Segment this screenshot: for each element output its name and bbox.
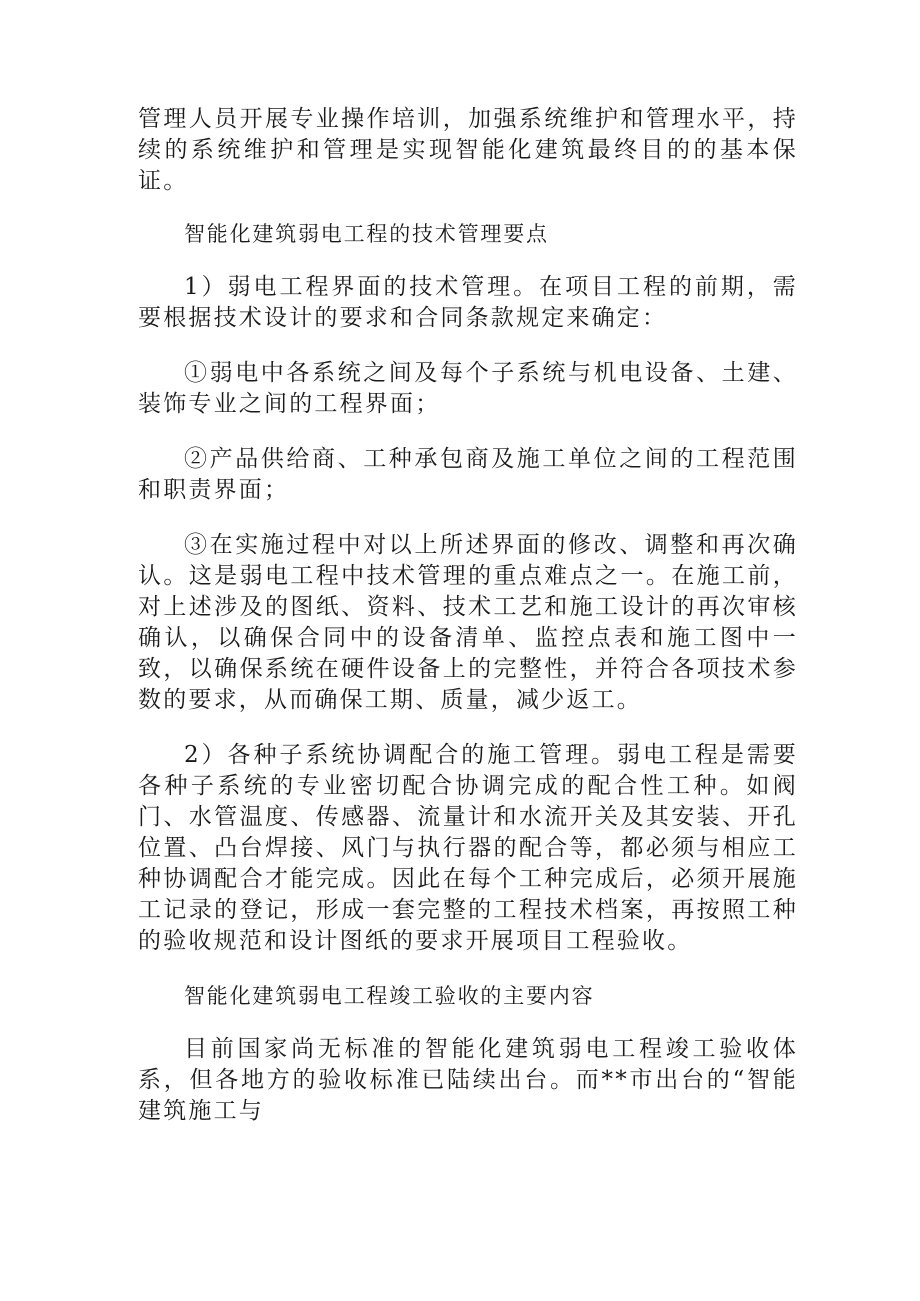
paragraph-interface-management: 1）弱电工程界面的技术管理。在项目工程的前期，需要根据技术设计的要求和合同条款规定来确定： bbox=[138, 274, 798, 331]
list-item-3: ③在实施过程中对以上所述界面的修改、调整和再次确认。这是弱电工程中技术管理的重点难点之一。在施工前，对上述涉及的图纸、资料、技术工艺和施工设计的再次审核确认，以确保合同中的设备清单、监控点表和施工图中一致，以确保系统在硬件设备上的完整性，并符合各项技术参数的要求，从而确保工期、质量，减少返工。 bbox=[138, 532, 798, 713]
paragraph-subsystem-coordination: 2）各种子系统协调配合的施工管理。弱电工程是需要各种子系统的专业密切配合协调完成的配合性工种。如阀门、水管温度、传感器、流量计和水流开关及其安装、开孔位置、凸台焊接、风门与执行器的配合等，都必须与相应工种协调配合才能完成。因此在每个工种完成后，必须开展施工记录的登记，形成一套完整的工程技术档案，再按照工种的验收规范和设计图纸的要求开展项目工程验收。 bbox=[138, 742, 798, 954]
paragraph-acceptance-standards: 目前国家尚无标准的智能化建筑弱电工程竣工验收体系，但各地方的验收标准已陆续出台。而**市出台的“智能建筑施工与 bbox=[138, 1036, 798, 1124]
paragraph-continuation: 管理人员开展专业操作培训，加强系统维护和管理水平，持续的系统维护和管理是实现智能化建筑最终目的的基本保证。 bbox=[138, 106, 798, 194]
document-page bbox=[138, 104, 798, 1127]
list-item-2: ②产品供给商、工种承包商及施工单位之间的工程范围和职责界面； bbox=[138, 446, 798, 503]
section-heading-acceptance: 智能化建筑弱电工程竣工验收的主要内容 bbox=[184, 984, 595, 1008]
section-heading-technical-management: 智能化建筑弱电工程的技术管理要点 bbox=[184, 222, 549, 246]
list-item-1: ①弱电中各系统之间及每个子系统与机电设备、土建、装饰专业之间的工程界面； bbox=[138, 360, 798, 417]
